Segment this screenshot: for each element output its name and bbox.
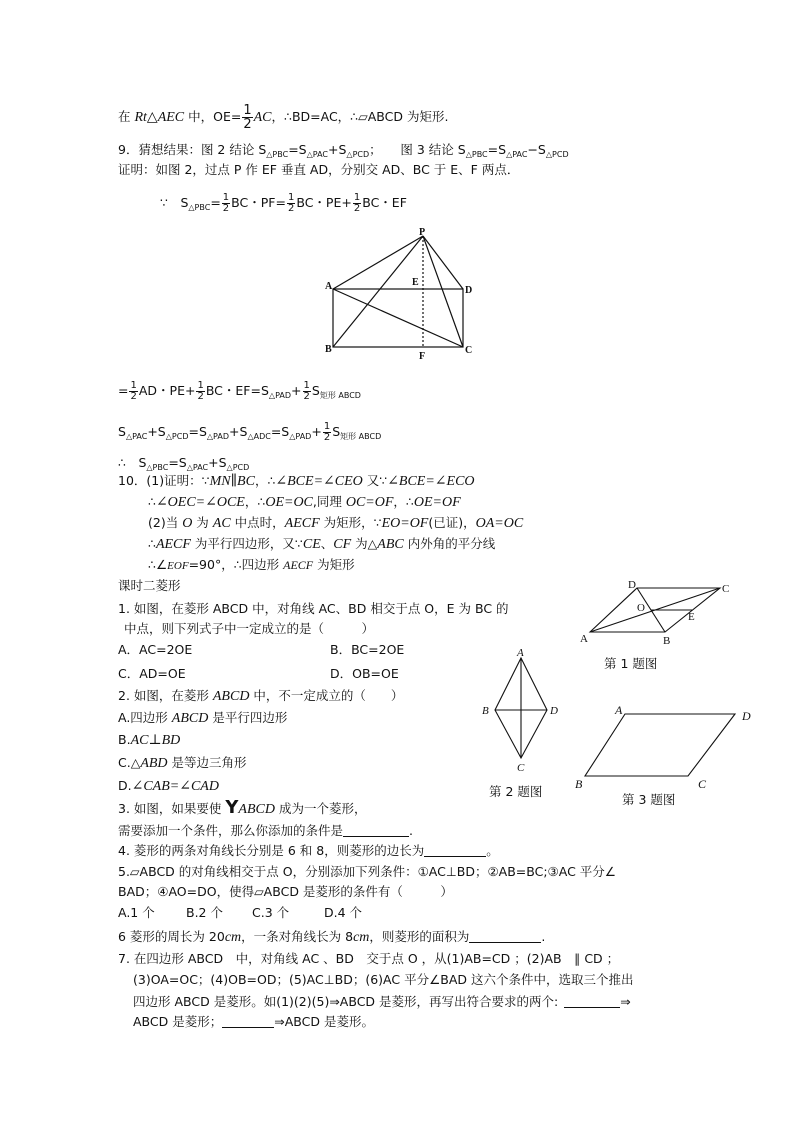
figure-1-rhombus: [575, 574, 745, 646]
text: ，一条对角线长为 8: [241, 929, 354, 944]
figure-3-parallelogram: [570, 700, 760, 792]
text: 又∵: [362, 473, 388, 488]
text: 为: [192, 515, 213, 530]
text: +S: [208, 455, 227, 470]
text: Rt△AEC: [134, 110, 185, 125]
text: =90°，∴四边形: [188, 557, 284, 572]
text: S: [332, 424, 341, 439]
text: ABCD: [212, 689, 250, 704]
q1-option-b: B．BC=2OE: [330, 642, 405, 657]
text: .: [409, 823, 413, 838]
text: 。: [486, 843, 499, 858]
text: 成为一个菱形，: [274, 801, 367, 816]
text: AECF: [155, 537, 191, 552]
question-4: [118, 843, 499, 859]
text: EO=OF: [381, 516, 429, 531]
line-12: [148, 557, 355, 574]
figure-1-caption: 第 1 题图: [604, 656, 658, 671]
line-11: [148, 536, 495, 553]
text: OE=OF: [413, 495, 461, 510]
text: MN∥BC: [209, 474, 255, 489]
subscript: 矩形 ABCD: [340, 432, 382, 441]
q2-option-b: [118, 732, 180, 749]
text: =S: [188, 424, 207, 439]
subscript: △PCD: [226, 463, 250, 472]
answer-blank[interactable]: [343, 823, 409, 837]
numerator: 1: [197, 380, 204, 391]
subscript: △PAD: [268, 391, 292, 400]
text: ⇒: [620, 994, 631, 1009]
text: =: [210, 195, 221, 210]
unit: cm: [353, 930, 370, 945]
figure-2-rectangle: [315, 225, 485, 365]
text: ABD: [140, 756, 168, 771]
subscript: △PAC: [506, 150, 528, 159]
line-1: [118, 104, 448, 131]
label-d: D: [742, 709, 751, 723]
label-c: C: [517, 762, 525, 774]
text: S: [118, 424, 126, 439]
text: ，则菱形的面积为: [369, 929, 470, 944]
text: (2)当: [148, 515, 183, 530]
line-9: [148, 494, 461, 511]
question-7-line-3: [133, 994, 631, 1010]
text: S: [311, 383, 320, 398]
text: .: [541, 929, 546, 944]
text: ，∴: [393, 494, 414, 509]
numerator: 1: [323, 421, 331, 432]
numerator: 1: [287, 192, 295, 203]
text: ∴: [148, 536, 156, 551]
denominator: 2: [323, 432, 331, 443]
text: ,同理: [312, 494, 346, 509]
question-1-line-2: 中点，则下列式子中一定成立的是（ ）: [124, 621, 375, 636]
answer-blank[interactable]: [424, 843, 486, 857]
text: ，∴BD=AC，∴▱ABCD 为矩形.: [271, 109, 449, 124]
text: 中点时，: [230, 515, 285, 530]
question-7-line-4: [133, 1014, 374, 1030]
denominator: 2: [222, 203, 230, 214]
text: =S: [270, 424, 290, 439]
text: ； 图 3 结论 S: [369, 142, 466, 157]
text: AC: [212, 516, 231, 531]
question-7-line-1: 7. 在四边形 ABCD 中，对角线 AC 、BD 交于点 O ，从(1)AB=CD ；(2)AB ∥ CD ；: [118, 951, 620, 966]
fraction-half: [323, 422, 331, 443]
question-6: [118, 929, 545, 946]
text: +S: [147, 424, 166, 439]
question-3-line-1: [118, 797, 367, 818]
label-c: C: [465, 345, 473, 356]
section-title: 课时二菱形: [118, 578, 181, 593]
text: 、: [320, 536, 334, 551]
text: 3. 如图，如果要使: [118, 801, 226, 816]
label-b: B: [482, 705, 489, 717]
q5-option-c: C.3 个: [252, 905, 290, 920]
q5-option-d: D.4 个: [324, 905, 363, 920]
text: OA=OC: [475, 516, 524, 531]
text: =S: [487, 142, 507, 157]
question-5-line-2: BAD；④AO=DO，使得▱ABCD 是菱形的条件有（ ）: [118, 884, 453, 899]
numerator: 1: [222, 192, 230, 203]
fraction-half: [353, 193, 361, 214]
label-a: A: [615, 703, 623, 717]
text: (已证)，: [428, 515, 476, 530]
text: ABCD: [171, 711, 209, 726]
text: 是平行四边形: [208, 710, 288, 725]
text: BC・PF=: [231, 195, 286, 210]
label-a: A: [580, 633, 588, 645]
text: ∵ S: [160, 195, 189, 210]
text: ⇒ABCD 是菱形。: [274, 1014, 374, 1029]
denominator: 2: [130, 391, 137, 402]
text: 为△: [351, 536, 378, 551]
numerator: 1: [130, 380, 137, 391]
q1-option-c: C．AD=OE: [118, 666, 186, 681]
text: O: [182, 516, 193, 531]
subscript: △PAD: [289, 432, 312, 441]
text: 需要添加一个条件，那么你添加的条件是: [118, 823, 344, 838]
subscript: △PAC: [186, 463, 209, 472]
figure-2-caption: 第 2 题图: [489, 784, 543, 799]
subscript: 矩形 ABCD: [319, 391, 361, 400]
figure-2-rhombus: [478, 646, 568, 774]
question-1-line-1: 1. 如图，在菱形 ABCD 中，对角线 AC、BD 相交于点 O，E 为 BC 的: [118, 601, 509, 616]
label-d: D: [465, 285, 473, 296]
line-8: [118, 473, 475, 490]
text: 10．(1)证明：∵: [118, 473, 210, 488]
label-p: P: [419, 227, 426, 238]
denominator: 2: [353, 203, 361, 214]
line-4: [160, 193, 407, 216]
text: 在: [118, 109, 135, 124]
fraction-half: [242, 104, 252, 131]
text: 9．猜想结果：图 2 结论 S: [118, 142, 267, 157]
label-o: O: [637, 602, 645, 614]
text: =: [118, 383, 129, 398]
label-b: B: [575, 777, 583, 791]
numerator: 1: [353, 192, 361, 203]
segment-pc: [423, 236, 463, 347]
text: C.△: [118, 755, 141, 770]
label-a: A: [325, 281, 333, 292]
text: AD・PE+: [138, 383, 196, 398]
parallelogram-symbol: Y: [225, 797, 239, 818]
text: 内外角的平分线: [403, 536, 496, 551]
denominator: 2: [197, 391, 204, 402]
text: 6 菱形的周长为 20: [118, 929, 225, 944]
text: OC=OF: [345, 495, 394, 510]
text: =S: [168, 455, 187, 470]
text: EOF: [167, 560, 189, 572]
label-d: D: [628, 579, 636, 591]
text: 为矩形: [313, 557, 355, 572]
subscript: △PCD: [165, 432, 189, 441]
denominator: 2: [243, 117, 252, 132]
question-7-line-2: (3)OA=OC；(4)OB=OD；(5)AC⊥BD；(6)AC 平分∠BAD 这六个条件中，选取三个推出: [133, 972, 634, 987]
text: D.: [118, 778, 132, 793]
q5-option-b: B.2 个: [186, 905, 223, 920]
subscript: △PAC: [306, 150, 328, 159]
line-2: [118, 142, 569, 163]
denominator: 2: [287, 203, 295, 214]
segment-pd: [423, 236, 463, 289]
label-e: E: [412, 277, 419, 288]
text: +: [291, 383, 302, 398]
text: ，∴: [244, 494, 266, 509]
subscript: △PBC: [465, 150, 488, 159]
q2-option-d: [118, 778, 219, 795]
text: 为矩形，∵: [319, 515, 382, 530]
text: BC・EF=S: [205, 383, 269, 398]
fraction-half: [129, 381, 137, 402]
text: 是等边三角形: [167, 755, 247, 770]
subscript: △PBC: [188, 203, 211, 212]
segment-pa: [333, 236, 423, 289]
answer-blank[interactable]: [469, 929, 541, 943]
numerator: 1: [303, 380, 310, 391]
text: =S: [288, 142, 307, 157]
label-c: C: [698, 777, 707, 791]
label-f: F: [419, 351, 426, 362]
text: CE: [302, 537, 321, 552]
subscript: △PCD: [545, 150, 569, 159]
text: 2. 如图，在菱形: [118, 688, 213, 703]
subscript: △PBC: [146, 463, 169, 472]
text: 中，不一定成立的（ ）: [249, 688, 404, 703]
line-3: 证明：如图 2，过点 P 作 EF 垂直 AD，分别交 AD、BC 于 E、F 两点．: [118, 162, 520, 177]
q2-option-c: [118, 755, 247, 772]
text: ∠BCE=∠CEO: [275, 474, 363, 489]
text: ∴∠: [148, 557, 168, 572]
figure-3-caption: 第 3 题图: [622, 792, 676, 807]
text: ABCD: [238, 802, 275, 817]
line-6: [118, 422, 381, 445]
diagonal-ac: [333, 289, 463, 347]
text: 4. 菱形的两条对角线长分别是 6 和 8，则菱形的边长为: [118, 843, 425, 858]
subscript: △PAD: [206, 432, 230, 441]
segment-pb: [333, 236, 423, 347]
subscript: △PCD: [346, 150, 370, 159]
fraction-half: [196, 381, 204, 402]
text: ，∴: [254, 473, 276, 488]
text: ABCD 是菱形；: [133, 1014, 223, 1029]
text: +S: [328, 142, 347, 157]
q5-option-a: A.1 个: [118, 905, 155, 920]
fraction-half: [287, 193, 295, 214]
question-5-line-1: 5.▱ABCD 的对角线相交于点 O，分别添加下列条件：①AC⊥BD；②AB=BC;③AC 平分∠: [118, 864, 616, 879]
text: B.: [118, 732, 131, 747]
question-3-line-2: [118, 823, 413, 839]
q1-option-d: D．OB=OE: [330, 666, 399, 681]
line-10: [148, 515, 523, 532]
subscript: △PAC: [125, 432, 148, 441]
text: ∠OEC=∠OCE: [155, 495, 245, 510]
question-2: [118, 688, 403, 705]
q1-option-a: A．AC=2OE: [118, 642, 193, 657]
answer-blank[interactable]: [222, 1014, 274, 1028]
subscript: △PBC: [266, 150, 289, 159]
text: AECF: [284, 516, 320, 531]
text: −S: [527, 142, 546, 157]
numerator: 1: [243, 103, 252, 118]
label-e: E: [688, 611, 695, 623]
label-c: C: [722, 583, 730, 595]
parallelogram-abcd: [585, 714, 735, 776]
text: +: [311, 424, 322, 439]
text: ∠CAB=∠CAD: [131, 779, 219, 794]
unit: cm: [224, 930, 242, 945]
text: AECF: [283, 558, 314, 572]
text: BC・EF: [362, 195, 407, 210]
label-b: B: [663, 635, 671, 646]
label-b: B: [325, 344, 332, 355]
line-5: [118, 381, 361, 404]
fraction-half: [303, 381, 311, 402]
text: 为平行四边形，又∵: [190, 536, 303, 551]
text: AC⊥BD: [130, 733, 181, 748]
text: 四边形 ABCD 是菱形。如(1)(2)(5)⇒ABCD 是菱形，再写出符合要求的两个:: [133, 994, 559, 1009]
text: +S: [229, 424, 248, 439]
subscript: △ADC: [247, 432, 271, 441]
text: AC: [253, 110, 272, 125]
text: 中，OE=: [184, 109, 242, 124]
q2-option-a: [118, 710, 287, 727]
text: CF: [333, 537, 352, 552]
label-a: A: [517, 647, 524, 659]
text: OE=OC: [265, 495, 313, 510]
fraction-half: [222, 193, 230, 214]
denominator: 2: [303, 391, 310, 402]
answer-blank[interactable]: [564, 994, 620, 1008]
text: ∴ S: [118, 455, 147, 470]
text: A.四边形: [118, 710, 172, 725]
text: ∠BCE=∠ECO: [387, 474, 475, 489]
text: ∴: [148, 494, 156, 509]
text: BC・PE+: [296, 195, 352, 210]
text: ABC: [377, 537, 404, 552]
label-d: D: [550, 705, 558, 717]
